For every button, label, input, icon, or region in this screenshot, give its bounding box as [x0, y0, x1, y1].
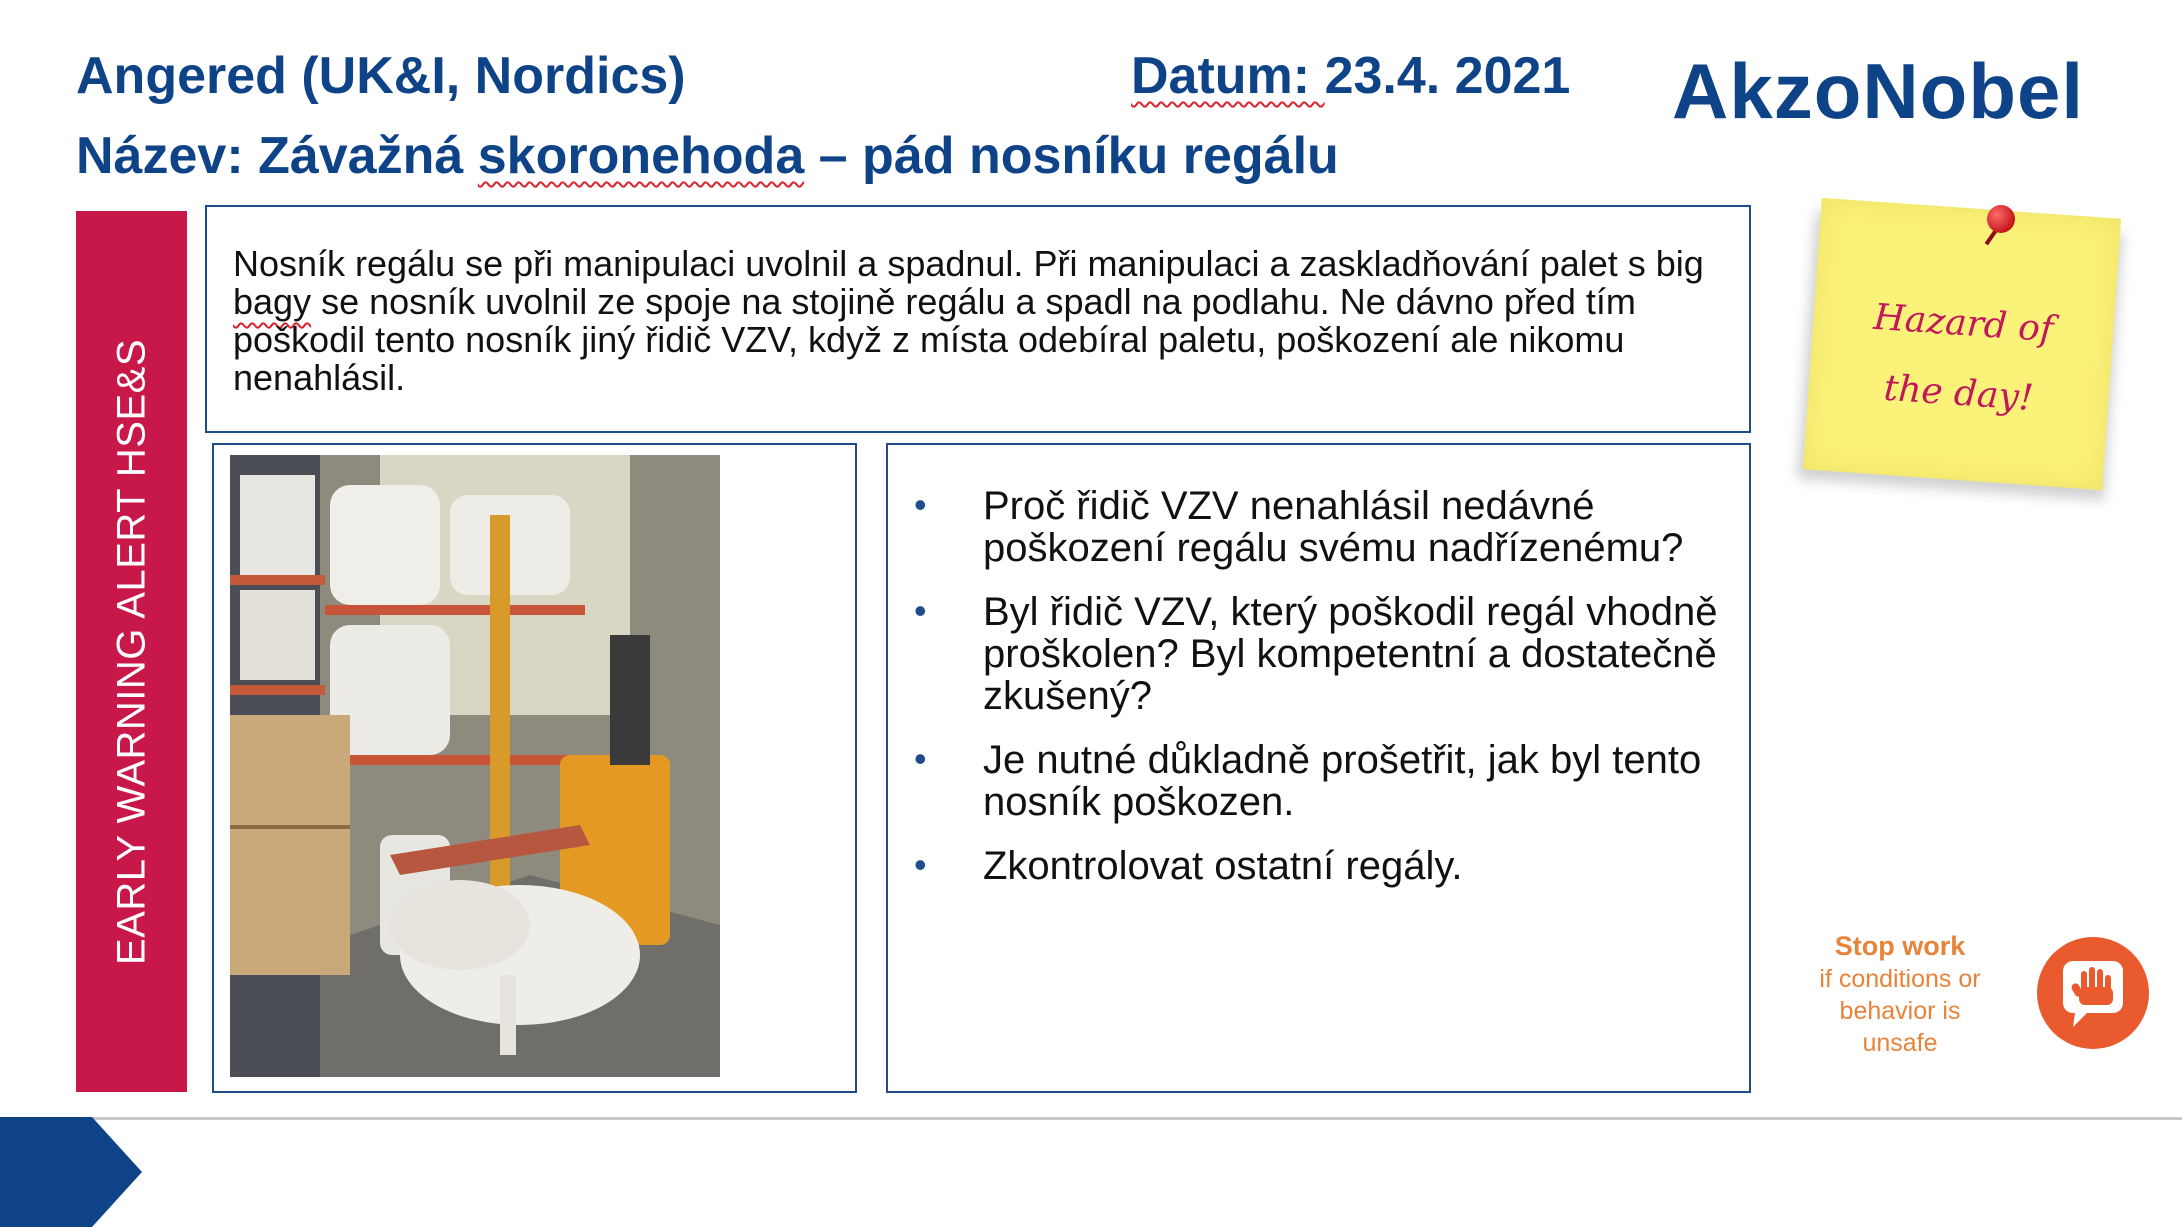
push-pin-icon	[1987, 205, 2015, 233]
description-part3: se nosník uvolnil ze spoje na stojině regálu a spadl na podlahu. Ne dávno před tím poškodil tento nosník jiný řidič VZV, když z místa odebíral paletu, poškození ale nikomu nenahlásil.	[233, 281, 1636, 398]
stop-work-line3: unsafe	[1862, 1029, 1938, 1057]
title-term: skoronehoda	[477, 127, 805, 185]
akzonobel-logo: AkzoNobel	[1672, 47, 2085, 135]
warehouse-photo	[230, 455, 720, 1077]
question-text: Byl řidič VZV, který poškodil regál vhodně proškolen? Byl kompetentní a dostatečně zkušený?	[983, 590, 1718, 718]
location-heading: Angered (UK&I, Nordics)	[76, 47, 686, 105]
stop-work-line2: behavior is	[1839, 997, 1961, 1025]
question-item	[888, 591, 1729, 717]
date-heading	[1131, 47, 1571, 105]
sidebar-banner	[76, 211, 187, 1092]
questions-list	[888, 445, 1749, 887]
page-title	[76, 127, 1339, 185]
sticky-note	[1803, 198, 2121, 490]
stop-work-title: Stop work	[1834, 931, 1966, 961]
question-text: Proč řidič VZV nenahlásil nedávné poškození regálu svému nadřízenému?	[983, 484, 1684, 570]
question-text: Zkontrolovat ostatní regály.	[983, 844, 1463, 888]
question-item	[888, 485, 1729, 569]
stop-work-line1: if conditions or	[1819, 965, 1981, 993]
title-prefix: Název: Závažná	[76, 127, 478, 185]
sticky-note-line1: Hazard of	[1872, 296, 2055, 351]
title-suffix: – pád nosníku regálu	[804, 127, 1339, 185]
description-part1: Nosník regálu se při manipulaci uvolnil a spadnul. Při manipulaci a zaskladňování palet s big	[233, 243, 1704, 284]
bullet-icon: •	[914, 590, 927, 631]
bullet-icon: •	[914, 738, 927, 779]
questions-box	[886, 443, 1751, 1093]
footer-arrow-icon	[0, 1117, 142, 1227]
stop-hand-icon	[2037, 937, 2149, 1049]
question-text: Je nutné důkladně prošetřit, jak byl tento nosník poškozen.	[983, 738, 1702, 824]
date-value: 23.4. 2021	[1324, 47, 1571, 105]
footer-divider	[0, 1117, 2182, 1120]
question-item	[888, 845, 1729, 887]
date-label: Datum:	[1131, 47, 1325, 105]
photo-box	[212, 443, 857, 1093]
description-text	[233, 245, 1723, 397]
bullet-icon: •	[914, 844, 927, 885]
stop-work-notice	[1780, 930, 2020, 1059]
description-term: bagy	[233, 281, 312, 322]
sticky-note-line2: the day!	[1882, 367, 2035, 420]
question-item	[888, 739, 1729, 823]
description-box	[205, 205, 1751, 433]
sidebar-label: EARLY WARNING ALERT HSE&S	[109, 338, 153, 965]
bullet-icon: •	[914, 484, 927, 525]
